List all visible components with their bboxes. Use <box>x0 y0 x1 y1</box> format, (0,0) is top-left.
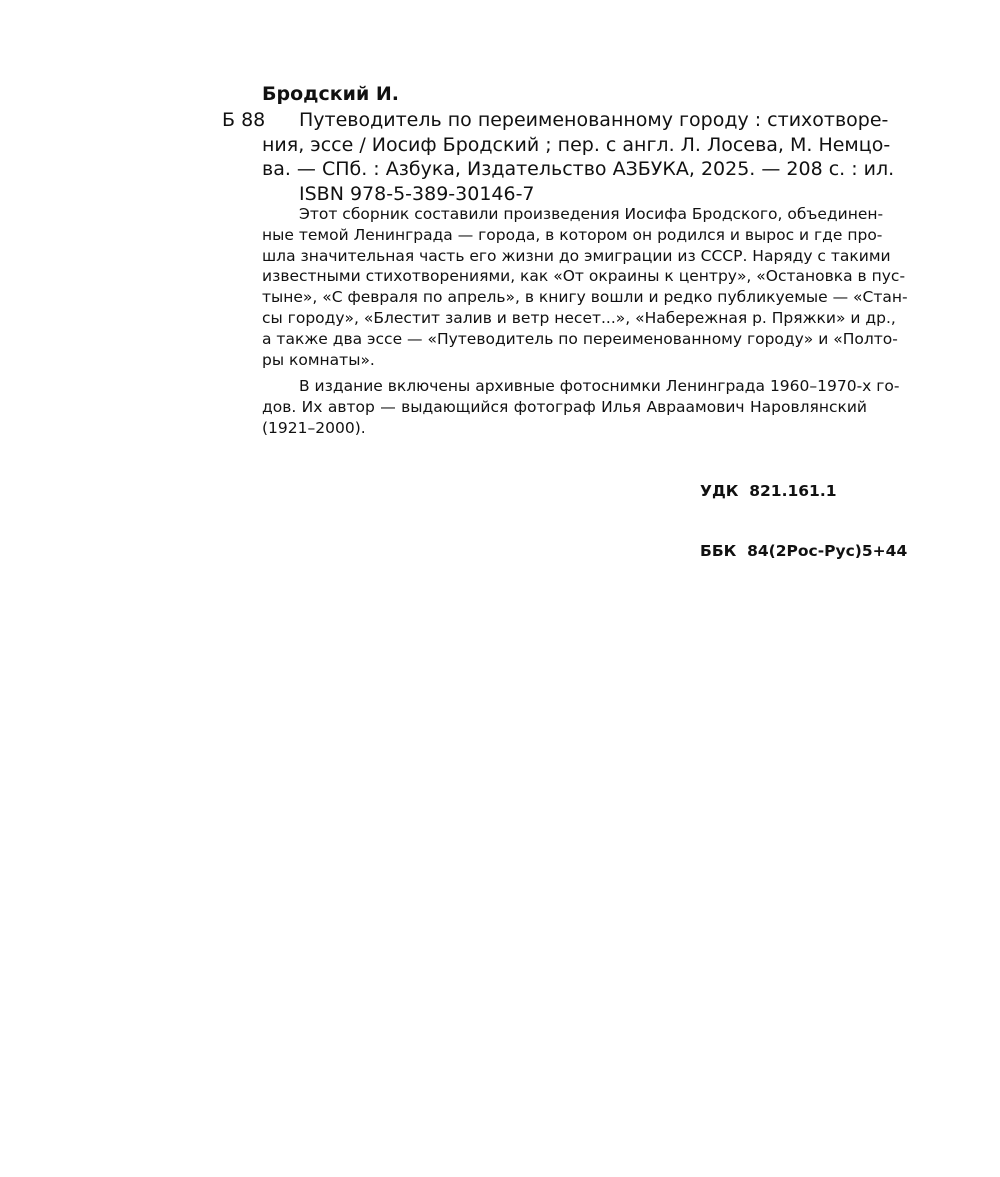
annotation-line: ные темой Ленинграда — города, в котором он родился и вырос и где про- <box>262 225 883 244</box>
annotation-line: Этот сборник составили произведения Иосифа Бродского, объединен- <box>299 205 884 223</box>
bibliographic-entry <box>262 108 895 206</box>
annotation-line: В издание включены архивные фотоснимки Ленинграда 1960–1970-х го- <box>299 377 900 396</box>
annotation-line: тыне», «С февраля по апрель», в книгу вошли и редко публикуемые — «Стан- <box>262 288 908 307</box>
annotation-line: ры комнаты». <box>262 350 375 369</box>
udk-code: УДК 821.161.1 <box>700 482 837 500</box>
annotation-paragraph-2 <box>262 376 900 438</box>
entry-line: Путеводитель по переименованному городу : стихотворе- <box>299 109 889 131</box>
annotation-line: а также два эссе — «Путеводитель по переименованному городу» и «Полто- <box>262 329 898 348</box>
entry-line: ния, эссе / Иосиф Бродский ; пер. с англ. Л. Лосева, М. Немцо- <box>262 133 891 156</box>
bbk-code: ББК 84(2Рос-Рус)5+44 <box>700 542 908 560</box>
author-heading: Бродский И. <box>262 83 399 105</box>
annotation-line: известными стихотворениями, как «От окраины к центру», «Остановка в пус- <box>262 267 906 286</box>
entry-line: ва. — СПб. : Азбука, Издательство АЗБУКА, 2025. — 208 с. : ил. <box>262 158 895 180</box>
annotation-line: шла значительная часть его жизни до эмиграции из СССР. Наряду с такими <box>262 246 891 265</box>
annotation-line: сы городу», «Блестит залив и ветр несет...», «Набережная р. Пряжки» и др., <box>262 308 896 327</box>
annotation-line: дов. Их автор — выдающийся фотограф Илья Авраамович Наровлянский <box>262 398 867 417</box>
isbn: ISBN 978-5-389-30146-7 <box>299 182 535 205</box>
annotation-paragraph-1 <box>262 204 908 370</box>
shelf-code: Б 88 <box>222 109 266 131</box>
annotation-line: (1921–2000). <box>262 418 366 437</box>
classification-codes <box>700 441 907 601</box>
annotation <box>262 204 908 445</box>
